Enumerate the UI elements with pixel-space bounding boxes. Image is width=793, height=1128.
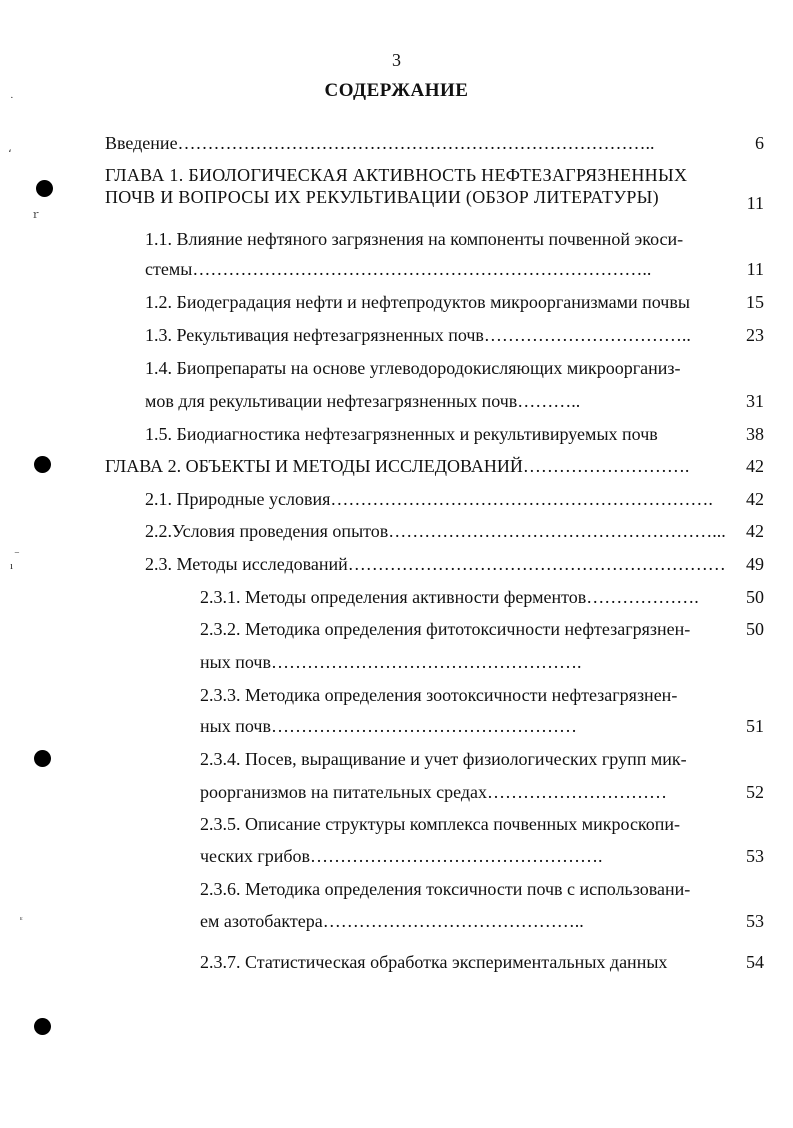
scan-speck: ᵋ (20, 914, 23, 926)
punch-hole-4 (34, 1018, 51, 1035)
punch-hole-2 (34, 456, 51, 473)
scan-speck: · (10, 92, 14, 104)
toc-2-3-6-line1: 2.3.6. Методика определения токсичности почв с использовани- (200, 879, 691, 899)
toc-2-3-2-line2: ных почв……………………………………………. (200, 652, 582, 672)
toc-2-3-2-line1: 2.3.2. Методика определения фитотоксичности нефтезагрязнен- (200, 619, 691, 639)
toc-2-2-page: 42 (746, 521, 764, 541)
page-number: 3 (392, 50, 401, 70)
scan-speck: ｒ (30, 209, 41, 221)
toc-2-3-5-page: 53 (746, 846, 764, 866)
toc-2-3-3-line1: 2.3.3. Методика определения зоотоксичности нефтезагрязнен- (200, 685, 678, 705)
toc-2-3-4-line1: 2.3.4. Посев, выращивание и учет физиологических групп мик- (200, 749, 687, 769)
toc-2-3-page: 49 (746, 554, 764, 574)
toc-2-1: 2.1. Природные условия………………………………………………………. (145, 489, 713, 509)
toc-1-5-page: 38 (746, 424, 764, 444)
toc-1-1-page: 11 (746, 259, 764, 279)
toc-chapter-1-line2: ПОЧВ И ВОПРОСЫ ИХ РЕКУЛЬТИВАЦИИ (ОБЗОР ЛИТЕРАТУРЫ) (105, 187, 659, 207)
toc-1-2: 1.2. Биодеградация нефти и нефтепродуктов микроорганизмами почвы (145, 292, 690, 312)
scan-speck: ، (8, 143, 12, 155)
punch-hole-3 (34, 750, 51, 767)
toc-2-3-5-line2: ческих грибов…………………………………………. (200, 846, 603, 866)
punch-hole-1 (36, 180, 53, 197)
toc-2-3-4-page: 52 (746, 782, 764, 802)
toc-1-3-page: 23 (746, 325, 764, 345)
toc-1-2-page: 15 (746, 292, 764, 312)
page-title: СОДЕРЖАНИЕ (324, 80, 469, 101)
toc-2-3-2-page: 50 (746, 619, 764, 639)
toc-2-3-3-page: 51 (746, 716, 764, 736)
toc-chapter-1-page: 11 (746, 193, 764, 213)
toc-intro-page: 6 (755, 133, 764, 153)
toc-1-5: 1.5. Биодиагностика нефтезагрязненных и рекультивируемых почв (145, 424, 658, 444)
toc-2-3-6-line2: ем азотобактера…………………………………….. (200, 911, 584, 931)
toc-1-4-page: 31 (746, 391, 764, 411)
toc-chapter-2-page: 42 (746, 456, 764, 476)
toc-2-3: 2.3. Методы исследований……………………………………………………… (145, 554, 726, 574)
scan-speck: ı (10, 560, 14, 572)
scan-speck: ⁻ (14, 549, 20, 561)
toc-1-4-line2: мов для рекультивации нефтезагрязненных почв……….. (145, 391, 581, 411)
toc-1-1-line2: стемы………………………………………………………………….. (145, 259, 652, 279)
toc-2-3-4-line2: роорганизмов на питательных средах………………………… (200, 782, 668, 802)
toc-2-3-6-page: 53 (746, 911, 764, 931)
toc-chapter-1-line1: ГЛАВА 1. БИОЛОГИЧЕСКАЯ АКТИВНОСТЬ НЕФТЕЗАГРЯЗНЕННЫХ (105, 165, 688, 185)
toc-2-3-7: 2.3.7. Статистическая обработка экспериментальных данных (200, 952, 668, 972)
toc-1-3: 1.3. Рекультивация нефтезагрязненных почв…………………………….. (145, 325, 691, 345)
toc-chapter-2: ГЛАВА 2. ОБЪЕКТЫ И МЕТОДЫ ИССЛЕДОВАНИЙ………………………. (105, 456, 690, 476)
toc-2-3-7-page: 54 (746, 952, 764, 972)
toc-2-3-5-line1: 2.3.5. Описание структуры комплекса почвенных микроскопи- (200, 814, 681, 834)
toc-2-3-1: 2.3.1. Методы определения активности ферментов………………. (200, 587, 699, 607)
toc-2-2: 2.2.Условия проведения опытов………………………………………………... (145, 521, 726, 541)
toc-1-1-line1: 1.1. Влияние нефтяного загрязнения на компоненты почвенной экоси- (145, 229, 684, 249)
toc-intro: Введение…………………………………………………………………….. (105, 133, 655, 153)
toc-2-3-3-line2: ных почв…………………………………………… (200, 716, 577, 736)
toc-2-3-1-page: 50 (746, 587, 764, 607)
toc-1-4-line1: 1.4. Биопрепараты на основе углеводородокисляющих микроорганиз- (145, 358, 681, 378)
toc-2-1-page: 42 (746, 489, 764, 509)
